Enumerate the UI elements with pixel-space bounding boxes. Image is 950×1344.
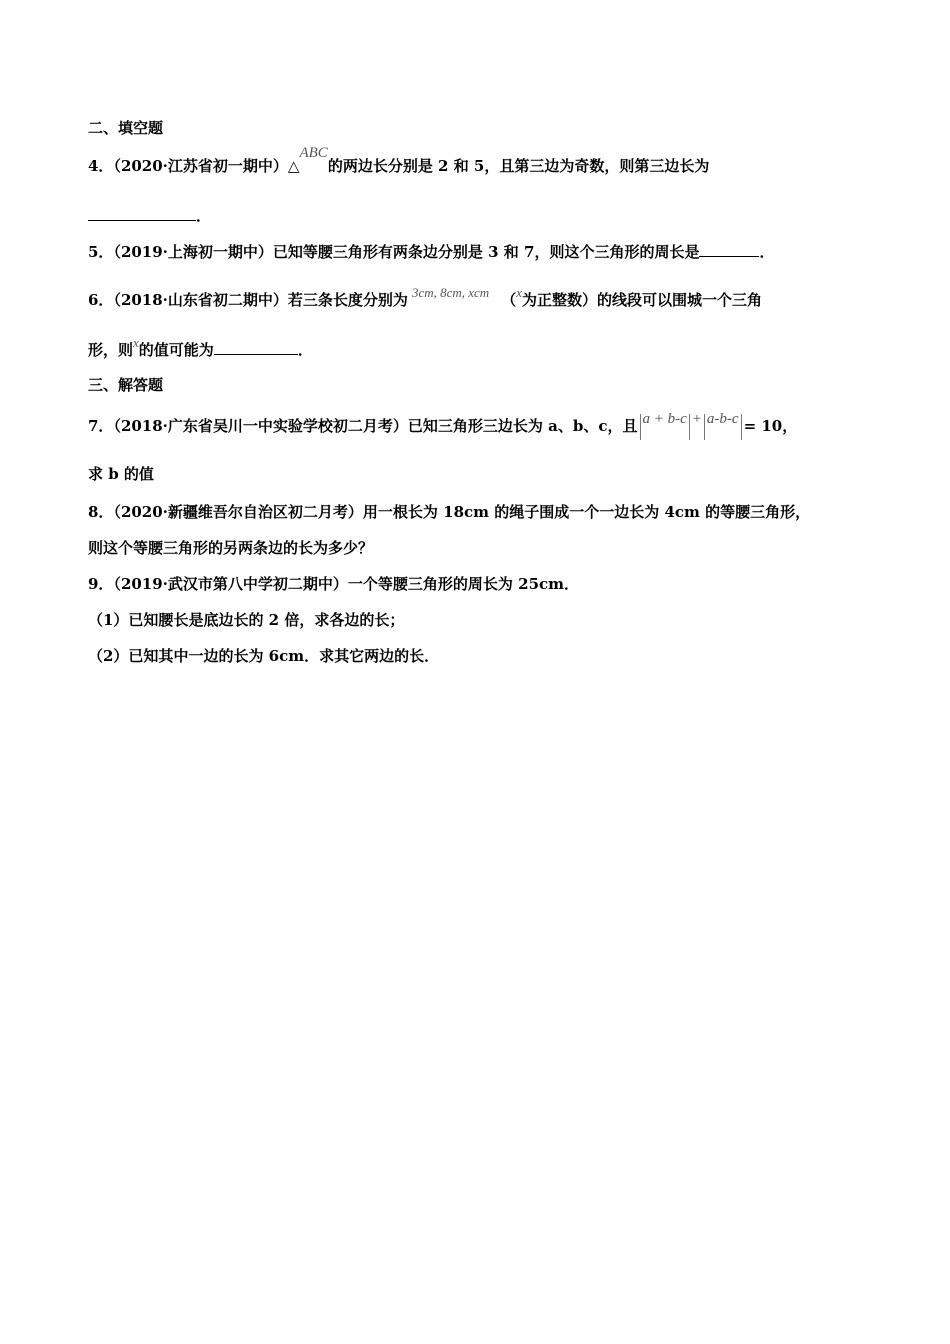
math-abc: ABC — [299, 145, 328, 161]
question-text: 用一根长为 18cm 的绳子围成一个一边长为 4cm 的等腰三角形， — [362, 503, 811, 521]
question-text: 为正整数）的线段可以围城一个三角 — [521, 291, 762, 309]
question-number: 8． — [88, 503, 114, 521]
math-lengths: 3cm, 8cm, xcm — [411, 285, 490, 300]
triangle-symbol: △ — [287, 157, 300, 175]
question-equals: = 10， — [743, 417, 798, 435]
answer-blank[interactable] — [214, 340, 298, 355]
question-6 — [88, 285, 762, 311]
abs-bar — [689, 414, 690, 440]
question-9-part-1: （1）已知腰长是底边长的 2 倍，求各边的长； — [88, 611, 405, 629]
question-7 — [88, 411, 798, 440]
section-heading-fill-in: 二、填空题 — [88, 119, 164, 137]
question-source: （2020·江苏省初一期中） — [113, 157, 288, 175]
question-source: （2018·广东省吴川一中实验学校初二月考） — [113, 417, 408, 435]
question-text: 形，则 — [88, 341, 134, 359]
question-source: （2018·山东省初二期中） — [113, 291, 288, 309]
answer-blank[interactable] — [699, 242, 759, 257]
math-abs-1: a + b-c — [642, 411, 687, 427]
paren-open: （ — [501, 291, 517, 309]
question-9 — [88, 574, 579, 594]
question-8 — [88, 502, 810, 522]
question-6-line-2 — [88, 335, 313, 361]
question-source: （2020·新疆维吾尔自治区初二月考） — [113, 503, 363, 521]
question-4 — [88, 145, 710, 177]
math-x: x — [133, 335, 139, 350]
question-number: 6． — [88, 291, 114, 309]
question-5 — [88, 242, 774, 262]
question-end: ． — [297, 341, 313, 359]
question-number: 7． — [88, 417, 114, 435]
abs-bar — [640, 414, 641, 440]
section-heading-answer: 三、解答题 — [88, 376, 164, 394]
question-7-line-2: 求 b 的值 — [88, 465, 154, 483]
question-text: 一个等腰三角形的周长为 25cm． — [347, 575, 580, 593]
math-plus: + — [691, 411, 702, 427]
question-source: （2019·武汉市第八中学初二期中） — [113, 575, 348, 593]
question-number: 5． — [88, 243, 114, 261]
question-number: 9． — [88, 575, 114, 593]
math-abs-2: a-b-c — [706, 411, 739, 427]
question-number: 4． — [88, 157, 114, 175]
question-end: ． — [196, 207, 212, 225]
answer-blank[interactable] — [88, 206, 196, 221]
question-text: 的值可能为 — [138, 341, 214, 359]
question-text: 已知三角形三边长为 a、b、c，且 — [407, 417, 638, 435]
abs-bar — [704, 414, 705, 440]
question-8-line-2: 则这个等腰三角形的另两条边的长为多少？ — [88, 539, 374, 557]
question-source: （2019·上海初一期中） — [113, 243, 273, 261]
question-9-part-2: （2）已知其中一边的长为 6cm．求其它两边的长． — [88, 647, 440, 665]
question-text: 若三条长度分别为 — [287, 291, 408, 309]
question-end: ． — [759, 243, 775, 261]
question-text: 已知等腰三角形有两条边分别是 3 和 7，则这个三角形的周长是 — [272, 243, 700, 261]
question-text: 的两边长分别是 2 和 5，且第三边为奇数，则第三边长为 — [327, 157, 710, 175]
question-4-answer-line — [88, 206, 211, 226]
abs-bar — [741, 414, 742, 440]
math-x: x — [516, 285, 522, 300]
